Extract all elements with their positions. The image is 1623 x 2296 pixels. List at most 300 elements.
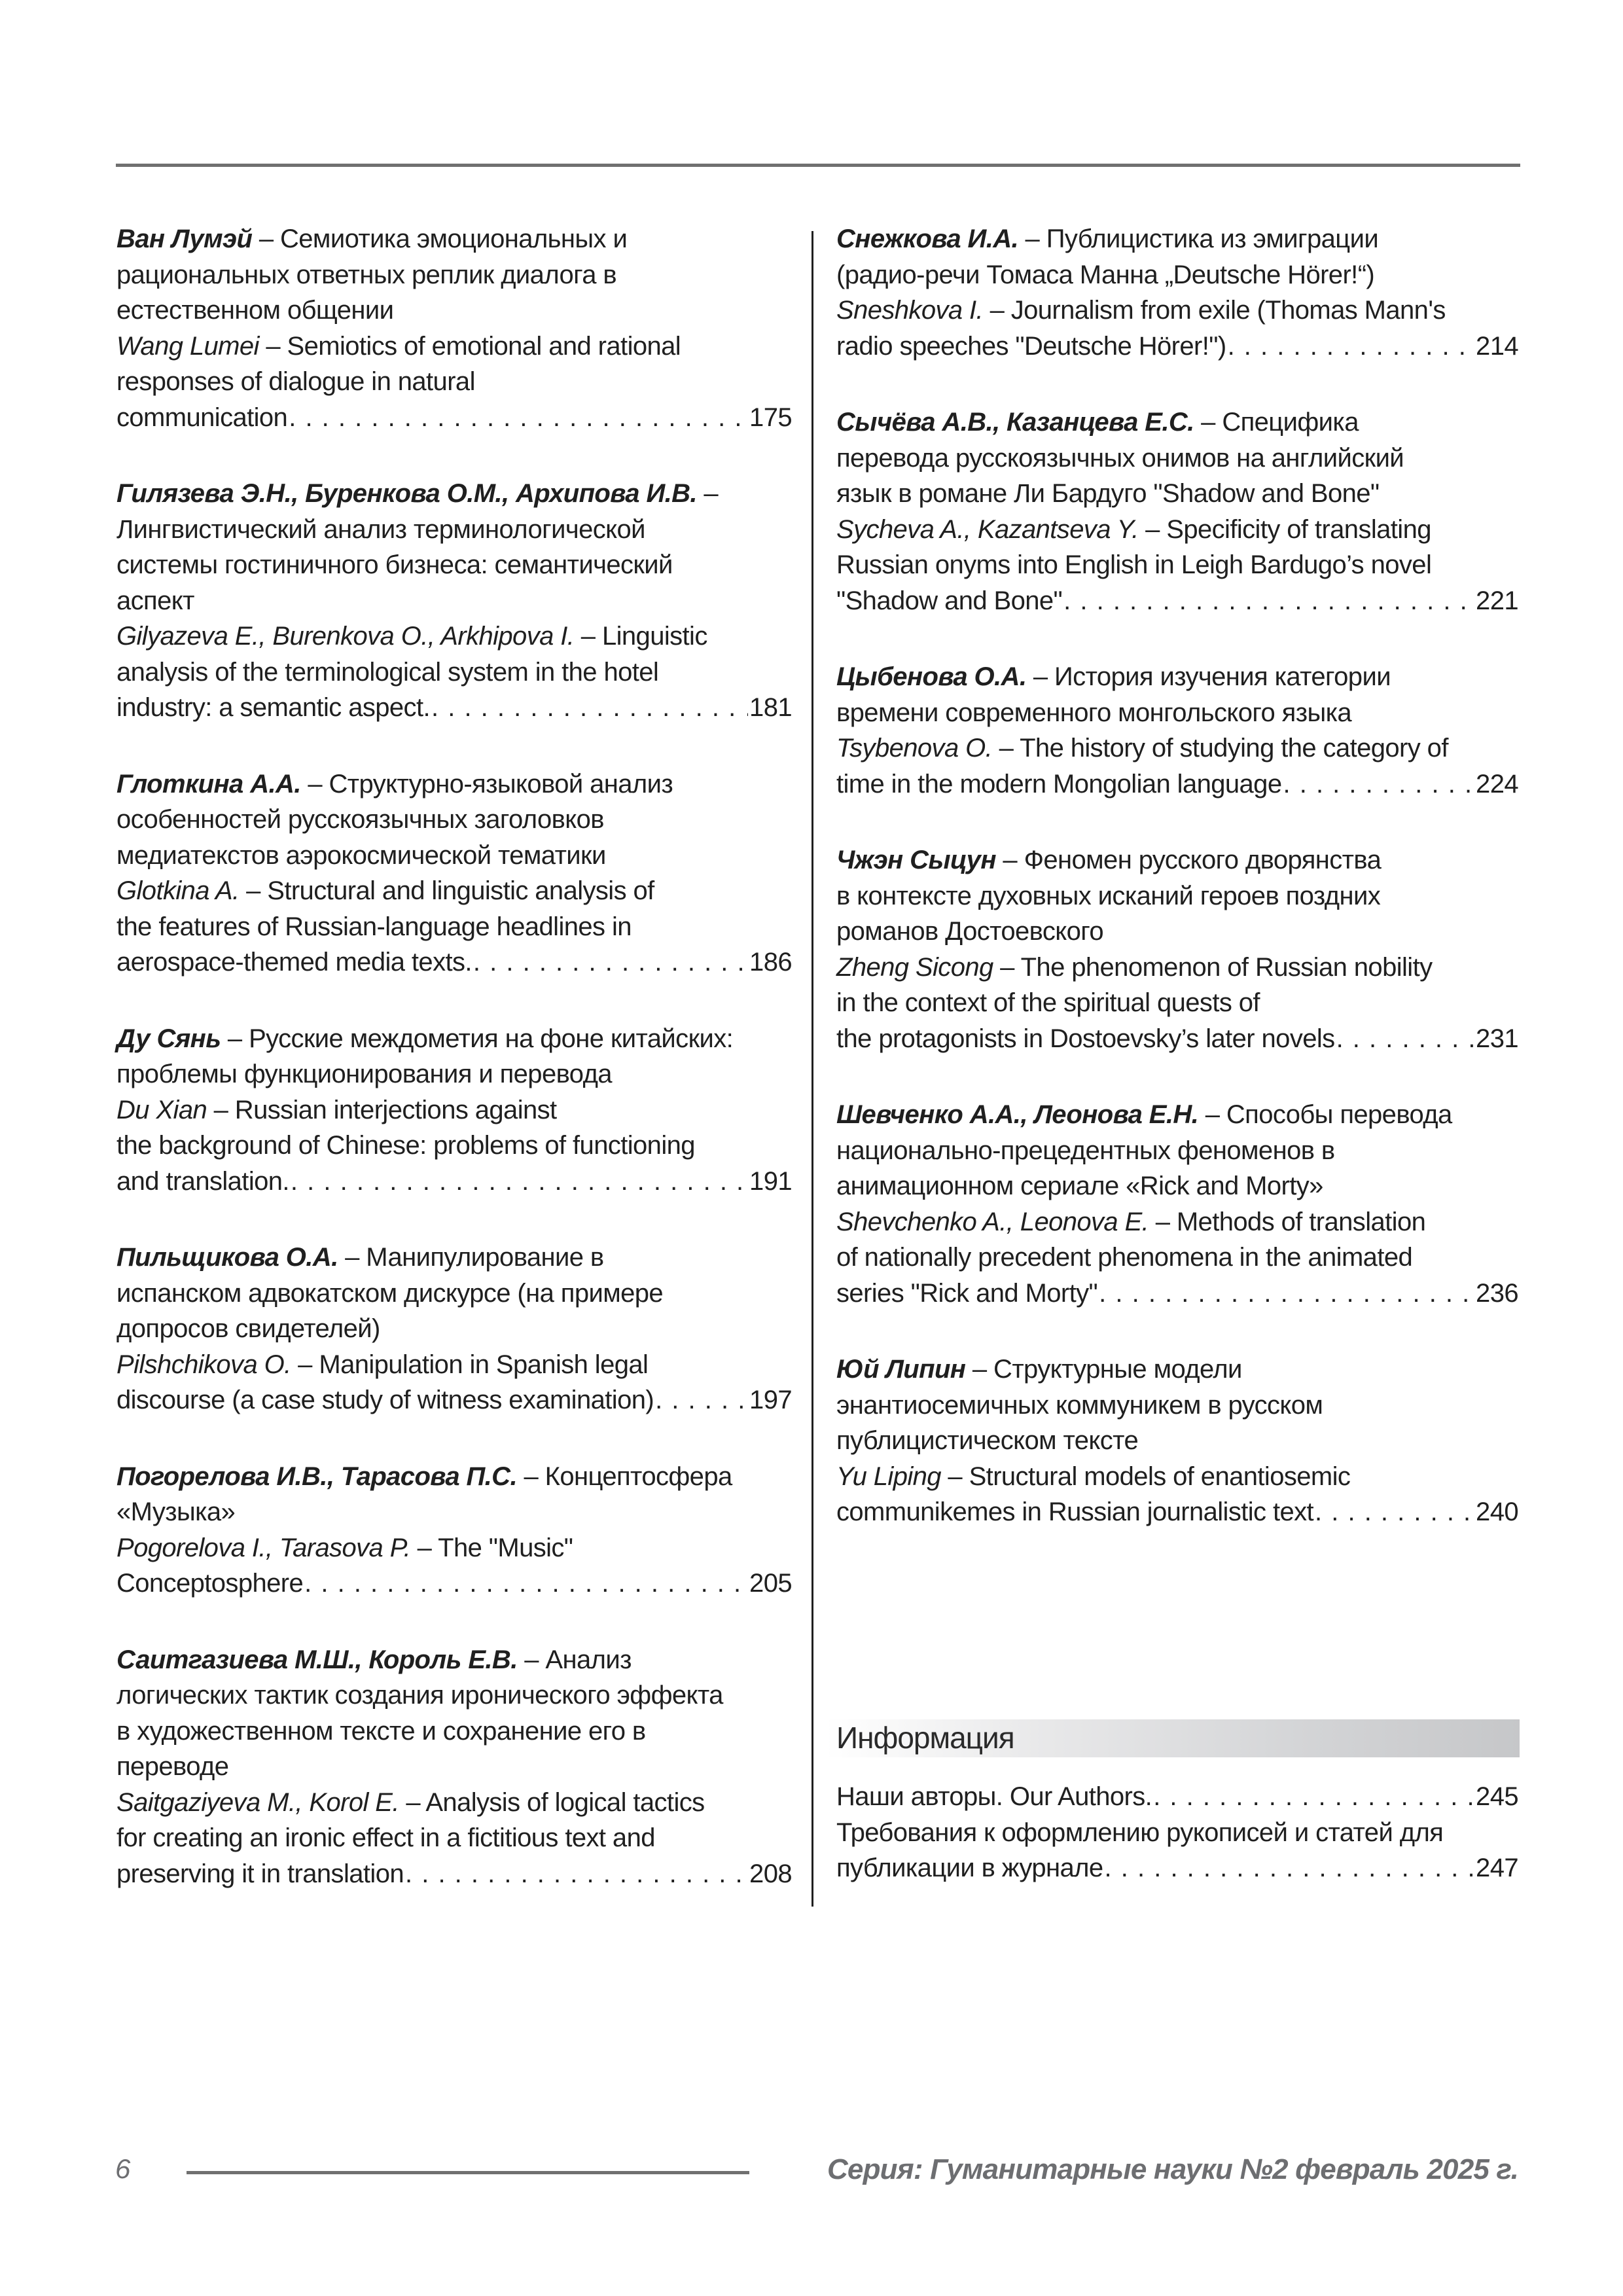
toc-line-text	[836, 662, 1391, 691]
title-text: (радио-речи Томаса Манна „Deutsche Hörer!“)	[836, 260, 1375, 289]
dot-leader	[291, 1164, 748, 1200]
title-text: – Русские междометия на фоне китайских:	[221, 1024, 734, 1053]
toc-line-text	[836, 953, 1433, 982]
toc-entry[interactable]	[836, 1352, 1518, 1530]
toc-line-text	[116, 1243, 604, 1272]
toc-line	[836, 985, 1518, 1021]
title-text: – Специфика	[1194, 408, 1359, 437]
title-text: communikemes in Russian journalistic text	[836, 1498, 1314, 1526]
title-text: – Analysis of logical tactics	[399, 1787, 705, 1817]
title-text: series "Rick and Morty"	[836, 1278, 1098, 1308]
page-number[interactable]: 240	[1476, 1498, 1518, 1526]
title-text: – Структурные модели	[965, 1355, 1242, 1384]
toc-line	[116, 293, 792, 329]
title-text: публицистическом тексте	[836, 1426, 1139, 1455]
toc-line	[116, 1347, 792, 1383]
toc-entry[interactable]	[116, 1459, 792, 1602]
toc-line-text	[116, 1823, 655, 1852]
title-text: в художественном тексте и сохранение его в	[116, 1716, 646, 1746]
header-rule	[116, 164, 1520, 167]
toc-line-text	[836, 1462, 1350, 1491]
toc-line	[836, 404, 1518, 440]
toc-line	[116, 873, 792, 909]
toc-line	[836, 512, 1518, 548]
dot-leader	[1283, 766, 1474, 802]
footer-page-number: 6	[115, 2153, 131, 2184]
author-name-en: Tsybenova O.	[836, 734, 993, 762]
toc-line-text	[836, 1172, 1323, 1200]
toc-line	[836, 476, 1518, 512]
toc-line	[836, 659, 1518, 695]
author-name-ru: Ван Лумэй	[116, 224, 253, 253]
toc-line-text	[116, 1131, 695, 1160]
page-number[interactable]: 245	[1476, 1782, 1518, 1811]
author-name-ru: Пильщикова О.А.	[116, 1243, 338, 1272]
toc-entry[interactable]	[836, 1779, 1518, 1815]
toc-line-text	[836, 766, 1281, 802]
title-text: – Journalism from exile (Thomas Mann's	[983, 296, 1446, 325]
toc-line-text	[116, 1717, 646, 1746]
toc-entry[interactable]	[116, 1642, 792, 1892]
footer-rule	[187, 2171, 749, 2174]
title-text: анимационном сериале «Rick and Morty»	[836, 1172, 1323, 1200]
author-name-en: Du Xian	[116, 1095, 207, 1124]
title-text: the background of Chinese: problems of functioning	[116, 1131, 695, 1160]
dot-leader	[1315, 1494, 1474, 1530]
toc-right-column	[836, 221, 1518, 1571]
toc-line-with-page	[836, 329, 1518, 365]
toc-line	[116, 1092, 792, 1128]
dot-leader	[431, 690, 748, 726]
toc-line	[116, 1459, 792, 1495]
toc-line	[836, 1352, 1518, 1388]
title-text: analysis of the terminological system in the hotel	[116, 657, 659, 687]
author-name-ru: Шевченко А.А., Леонова Е.Н.	[836, 1100, 1199, 1129]
title-text: the features of Russian-language headlines in	[116, 912, 632, 941]
toc-line-text	[116, 944, 472, 980]
dot-leader	[1153, 1779, 1474, 1815]
toc-line	[836, 440, 1518, 476]
author-name-ru: Саитгазиева М.Ш., Король Е.В.	[116, 1645, 518, 1674]
toc-line-text	[116, 296, 393, 325]
author-name-en: Yu Liping	[836, 1462, 941, 1491]
toc-line-with-page	[116, 400, 792, 436]
toc-line-text	[116, 1314, 380, 1343]
title-text: национально-прецедентных феноменов в	[836, 1136, 1335, 1165]
author-name-en: Sycheva A., Kazantseva Y.	[836, 514, 1139, 544]
title-text: особенностей русскоязычных заголовков	[116, 805, 604, 834]
toc-line-text	[836, 1100, 1452, 1129]
toc-line-with-page	[836, 583, 1518, 619]
toc-line-text	[836, 1850, 1103, 1886]
toc-line	[116, 1530, 792, 1566]
title-text: Требования к оформлению рукописей и статей для	[836, 1818, 1444, 1847]
toc-line-with-page	[836, 1850, 1518, 1886]
dot-leader	[405, 1856, 748, 1892]
toc-line	[116, 1713, 792, 1749]
toc-line	[116, 1785, 792, 1821]
title-text: of nationally precedent phenomena in the animated	[836, 1243, 1413, 1272]
toc-line	[836, 730, 1518, 766]
title-text: – Russian interjections against	[207, 1095, 557, 1124]
toc-line-text	[836, 1494, 1313, 1530]
toc-line-with-page	[116, 1856, 792, 1892]
toc-line-text	[116, 1856, 404, 1892]
page-number[interactable]: 186	[749, 948, 792, 977]
toc-line-text	[116, 658, 658, 687]
page-number[interactable]: 247	[1476, 1854, 1518, 1882]
toc-line	[116, 329, 792, 365]
toc-line-text	[836, 882, 1380, 910]
toc-line	[116, 1056, 792, 1092]
author-name-ru: Глоткина А.А.	[116, 769, 301, 798]
title-text: – Феномен русского дворянства	[995, 846, 1382, 874]
toc-entry[interactable]	[116, 1240, 792, 1418]
toc-line-text	[836, 329, 1226, 365]
toc-line-with-page	[116, 1164, 792, 1200]
toc-line	[116, 1276, 792, 1312]
page-number[interactable]: 175	[749, 403, 792, 432]
toc-line-with-page	[116, 690, 792, 726]
title-text: логических тактик создания иронического эффекта	[116, 1681, 723, 1710]
toc-line	[836, 1815, 1518, 1851]
toc-line-text	[836, 224, 1378, 253]
toc-line-text	[116, 1164, 289, 1200]
toc-line-text	[116, 1566, 303, 1602]
toc-line	[116, 1749, 792, 1785]
title-text: энантиосемичных коммуникем в русском	[836, 1390, 1323, 1420]
toc-line-text	[116, 224, 627, 253]
toc-line	[116, 1820, 792, 1856]
title-text: публикации в журнале	[836, 1854, 1103, 1882]
author-name-en: Pilshchikova O.	[116, 1350, 291, 1379]
toc-line-with-page	[836, 766, 1518, 802]
toc-entry[interactable]	[836, 221, 1518, 364]
author-name-ru: Цыбенова О.А.	[836, 662, 1027, 691]
page-number[interactable]: 197	[749, 1386, 792, 1414]
dot-leader	[1336, 1021, 1474, 1057]
title-text: медиатекстов аэрокосмической тематики	[116, 840, 606, 870]
toc-entry[interactable]	[836, 1097, 1518, 1311]
toc-line	[836, 1388, 1518, 1424]
author-name-ru: Гилязева Э.Н., Буренкова О.М., Архипова И.В.	[116, 479, 697, 508]
dot-leader	[289, 400, 748, 436]
title-text: Наши авторы. Our Authors.	[836, 1782, 1152, 1811]
toc-line-text	[116, 479, 718, 508]
toc-line	[836, 1459, 1518, 1495]
toc-line	[116, 547, 792, 583]
title-text: «Музыка»	[116, 1498, 236, 1526]
toc-line	[116, 1677, 792, 1713]
toc-line-text	[116, 400, 287, 436]
title-text: – The history of studying the category of	[992, 734, 1448, 762]
title-text: –	[696, 479, 719, 508]
toc-line	[836, 950, 1518, 986]
title-text: – Концептосфера	[516, 1462, 732, 1491]
toc-line	[836, 1097, 1518, 1133]
title-text: aerospace-themed media texts.	[116, 948, 472, 977]
toc-line-text	[836, 1208, 1425, 1236]
toc-line	[116, 257, 792, 293]
page-number[interactable]: 181	[749, 693, 792, 722]
toc-line-text	[836, 408, 1359, 437]
title-text: Conceptosphere	[116, 1569, 304, 1598]
toc-line-text	[836, 1818, 1443, 1847]
toc-line-text	[116, 1279, 663, 1308]
dot-leader	[304, 1566, 748, 1602]
author-name-en: Glotkina A.	[116, 876, 240, 905]
title-text: radio speeches "Deutsche Hörer!")	[836, 331, 1226, 361]
toc-line-with-page	[836, 1779, 1518, 1815]
title-text: for creating an ironic effect in a fictitious text and	[116, 1823, 655, 1852]
toc-line-text	[836, 1391, 1323, 1420]
author-name-en: Pogorelova I., Tarasova P.	[116, 1533, 411, 1562]
page-number[interactable]: 191	[749, 1166, 792, 1196]
footer-series-title: Серия: Гуманитарные науки №2 февраль 2025 г.	[827, 2153, 1518, 2185]
toc-line	[116, 476, 792, 512]
title-text: discourse (a case study of witness examination)	[116, 1386, 654, 1414]
title-text: рациональных ответных реплик диалога в	[116, 260, 617, 289]
title-text: допросов свидетелей)	[116, 1314, 380, 1343]
title-text: – История изучения категории	[1026, 662, 1391, 691]
title-text: responses of dialogue in natural	[116, 367, 475, 396]
toc-line	[116, 619, 792, 655]
title-text: – Manipulation in Spanish legal	[291, 1350, 649, 1379]
toc-line-text	[116, 1096, 557, 1124]
toc-entry[interactable]	[836, 659, 1518, 802]
title-text: – Способы перевода	[1198, 1100, 1452, 1129]
title-text: времени современного монгольского языка	[836, 698, 1352, 727]
toc-line	[836, 914, 1518, 950]
toc-line	[836, 1204, 1518, 1240]
toc-line	[836, 547, 1518, 583]
toc-line-text	[836, 988, 1260, 1017]
page-number[interactable]: 208	[749, 1859, 792, 1888]
author-name-en: Shevchenko A., Leonova E.	[836, 1207, 1149, 1236]
toc-line	[116, 1021, 792, 1057]
title-text: проблемы функционирования и перевода	[116, 1060, 612, 1088]
title-text: time in the modern Mongolian language	[836, 769, 1282, 798]
toc-line	[116, 838, 792, 874]
author-name-en: Zheng Sicong	[836, 952, 993, 982]
toc-line-text	[116, 622, 707, 651]
toc-line-text	[836, 479, 1380, 508]
title-text: in the context of the spiritual quests of	[836, 988, 1260, 1017]
toc-line	[116, 583, 792, 619]
title-text: – Structural and linguistic analysis of	[239, 876, 654, 905]
title-text: – Linguistic	[574, 622, 707, 651]
title-text: системы гостиничного бизнеса: семантический	[116, 550, 673, 579]
toc-line	[836, 878, 1518, 914]
title-text: в контексте духовных исканий героев поздних	[836, 881, 1381, 910]
author-name-en: Sneshkova I.	[836, 296, 984, 325]
title-text: переводе	[116, 1752, 229, 1781]
toc-line	[836, 1133, 1518, 1169]
title-text: – Structural models of enantiosemic	[940, 1462, 1351, 1491]
toc-line-text	[116, 260, 616, 289]
toc-line	[116, 221, 792, 257]
toc-line	[836, 842, 1518, 878]
toc-line	[116, 1494, 792, 1530]
toc-line	[836, 1240, 1518, 1276]
toc-line-text	[836, 1779, 1152, 1815]
toc-line-text	[836, 1276, 1097, 1312]
toc-line-with-page	[116, 944, 792, 980]
toc-line-with-page	[116, 1566, 792, 1602]
toc-line-text	[116, 1462, 732, 1491]
toc-line	[836, 1168, 1518, 1204]
toc-entry[interactable]	[836, 404, 1518, 619]
title-text: the protagonists in Dostoevsky’s later novels	[836, 1024, 1335, 1053]
toc-entry[interactable]	[116, 766, 792, 980]
info-section-entries	[836, 1779, 1518, 1886]
toc-line-text	[116, 332, 681, 361]
toc-line	[836, 695, 1518, 731]
toc-line	[116, 512, 792, 548]
author-name-ru: Чжэн Сыцун	[836, 846, 996, 874]
title-text: and translation.	[116, 1166, 289, 1196]
dot-leader	[473, 944, 748, 980]
title-text: communication	[116, 403, 288, 432]
toc-line-text	[836, 1243, 1412, 1272]
section-title-information: Информация	[836, 1721, 1014, 1755]
toc-line-text	[116, 1534, 573, 1562]
title-text: Лингвистический анализ терминологической	[116, 514, 645, 544]
toc-line-text	[116, 1498, 235, 1526]
dot-leader	[1099, 1276, 1474, 1312]
toc-line-with-page	[116, 1382, 792, 1418]
title-text: industry: a semantic aspect.	[116, 693, 430, 722]
title-text: – Публицистика из эмиграции	[1018, 224, 1379, 253]
page-number[interactable]: 221	[1476, 586, 1518, 615]
title-text: – Анализ	[517, 1645, 632, 1674]
toc-line-text	[836, 550, 1431, 579]
toc-line-text	[836, 583, 1062, 619]
title-text: романов Достоевского	[836, 917, 1104, 946]
dot-leader	[1105, 1850, 1475, 1886]
toc-entry[interactable]	[116, 1021, 792, 1200]
toc-line-with-page	[836, 1276, 1518, 1312]
page-number[interactable]: 214	[1476, 331, 1518, 361]
author-name-ru: Сычёва А.В., Казанцева Е.С.	[836, 408, 1194, 437]
title-text: – The "Music"	[410, 1533, 573, 1562]
toc-line	[836, 221, 1518, 257]
title-text: – The phenomenon of Russian nobility	[993, 952, 1433, 982]
author-name-en: Gilyazeva E., Burenkova O., Arkhipova I.	[116, 622, 575, 651]
toc-line-text	[116, 912, 632, 941]
title-text: естественном общении	[116, 296, 394, 325]
toc-line-text	[836, 1021, 1335, 1057]
toc-line	[116, 802, 792, 838]
toc-line-text	[116, 1350, 648, 1379]
toc-line	[116, 909, 792, 945]
title-text: preserving it in translation	[116, 1859, 404, 1888]
toc-line-with-page	[836, 1021, 1518, 1057]
toc-line-text	[836, 734, 1448, 762]
toc-line-text	[116, 1645, 632, 1674]
dot-leader	[1063, 583, 1474, 619]
toc-line	[116, 1311, 792, 1347]
toc-line-text	[116, 1681, 723, 1710]
toc-line-text	[836, 917, 1103, 946]
toc-line-text	[836, 1355, 1242, 1384]
toc-line	[116, 1642, 792, 1678]
toc-line-text	[116, 805, 604, 834]
toc-line-text	[836, 260, 1374, 289]
toc-line-text	[836, 444, 1404, 473]
title-text: – Specificity of translating	[1138, 514, 1431, 544]
title-text: Russian onyms into English in Leigh Bardugo’s novel	[836, 550, 1432, 579]
toc-line-text	[116, 1788, 705, 1817]
title-text: испанском адвокатском дискурсе (на примере	[116, 1278, 664, 1308]
toc-line	[116, 1128, 792, 1164]
title-text: перевода русскоязычных онимов на английский	[836, 443, 1404, 473]
toc-line-text	[116, 515, 645, 544]
toc-line	[116, 655, 792, 691]
title-text: язык в романе Ли Бардуго "Shadow and Bone"	[836, 479, 1380, 508]
toc-line-text	[116, 1024, 733, 1053]
toc-line-text	[116, 1060, 612, 1088]
toc-entry[interactable]	[116, 221, 792, 435]
toc-line-text	[116, 770, 673, 798]
page-number[interactable]: 224	[1476, 769, 1518, 798]
toc-entry[interactable]	[836, 1815, 1518, 1886]
author-name-ru: Юй Липин	[836, 1355, 966, 1384]
title-text: – Манипулирование в	[338, 1243, 604, 1272]
toc-line	[116, 1240, 792, 1276]
toc-line-text	[836, 515, 1431, 544]
page-number[interactable]: 231	[1476, 1024, 1518, 1053]
title-text: – Структурно-языковой анализ	[300, 769, 673, 798]
toc-line-text	[116, 690, 430, 726]
title-text: "Shadow and Bone"	[836, 586, 1063, 615]
page-number[interactable]: 205	[749, 1569, 792, 1598]
toc-line-text	[836, 846, 1381, 874]
column-divider	[812, 231, 813, 1907]
author-name-ru: Ду Сянь	[116, 1024, 221, 1053]
title-text: – Methods of translation	[1149, 1207, 1426, 1236]
toc-line-text	[116, 550, 673, 579]
author-name-en: Wang Lumei	[116, 331, 259, 361]
toc-line-text	[836, 698, 1351, 727]
toc-line	[836, 257, 1518, 293]
toc-left-column	[116, 221, 792, 1932]
toc-line-text	[836, 296, 1446, 325]
title-text: – Semiotics of emotional and rational	[259, 331, 681, 361]
toc-line	[116, 766, 792, 802]
toc-line-text	[116, 586, 194, 615]
toc-line	[116, 364, 792, 400]
author-name-en: Saitgaziyeva M., Korol E.	[116, 1787, 399, 1817]
toc-line-text	[116, 876, 654, 905]
dot-leader	[1228, 329, 1474, 365]
page-number[interactable]: 236	[1476, 1278, 1518, 1308]
toc-line	[836, 293, 1518, 329]
toc-line-text	[116, 841, 606, 870]
toc-entry[interactable]	[116, 476, 792, 726]
toc-line-text	[836, 1136, 1335, 1165]
dot-leader	[655, 1382, 748, 1418]
toc-line-text	[836, 1426, 1138, 1455]
toc-entry[interactable]	[836, 842, 1518, 1056]
title-text: – Семиотика эмоциональных и	[252, 224, 628, 253]
toc-line-text	[116, 1382, 654, 1418]
toc-line-with-page	[836, 1494, 1518, 1530]
title-text: аспект	[116, 586, 194, 615]
toc-line	[836, 1423, 1518, 1459]
toc-line-text	[116, 1752, 228, 1781]
toc-line-text	[116, 367, 475, 396]
